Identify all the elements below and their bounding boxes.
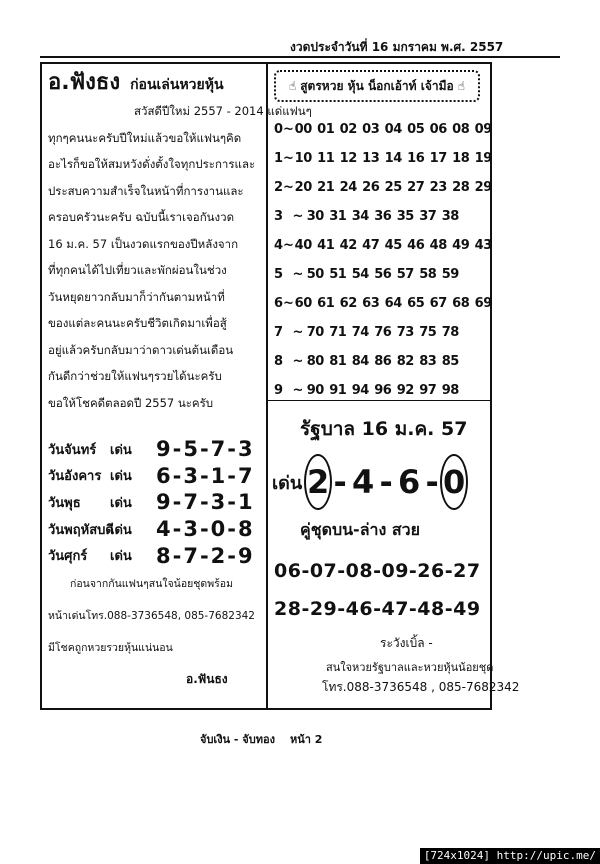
formula-number: 86 [374,354,392,369]
main-digit-circled: 2 [304,454,332,510]
digit-separator: - [425,463,439,501]
formula-number: 16 [407,151,425,166]
formula-numbers [294,151,493,166]
formula-number: 51 [329,267,347,282]
formula-number: 06 [429,122,447,137]
formula-number: 09 [474,122,492,137]
formula-number: 84 [351,354,369,369]
formula-number: 56 [374,267,392,282]
formula-number: 19 [474,151,492,166]
formula-table [274,115,492,405]
formula-digit: 8 [274,354,284,369]
intro-line: กันดีกว่าช่วยให้แฟนๆรวยได้นะครับ [48,369,222,383]
formula-number: 57 [396,267,414,282]
formula-number: 05 [407,122,425,137]
formula-row [274,202,484,231]
main-picks-label: เด่น [272,472,303,494]
intro-line: อยู่แล้วครับกลับมาว่าดาวเด่นต้นเดือน [48,342,234,357]
main-picks [272,450,492,514]
formula-number: 65 [407,296,425,311]
author-signature: อ.ฟันธง [186,672,228,686]
formula-digit: 1 [274,151,284,166]
formula-number: 25 [384,180,402,195]
formula-number: 46 [407,238,425,253]
foot-line: ก่อนจากกันแฟนๆสนใจน้อยชุดพร้อม [70,578,234,590]
intro-line: สวัสดีปีใหม่ 2557 - 2014 แด่แฟนๆ [134,104,312,118]
formula-number: 68 [452,296,470,311]
formula-number: 03 [362,122,380,137]
formula-number: 35 [396,209,414,224]
intro-line: อะไรก็ขอให้สมหวังดั่งตั้งใจทุกประการและ [48,157,256,171]
day-name: วันพุธ [48,495,81,511]
section-divider [268,400,490,401]
hand-icon: ☝ [457,79,466,93]
formula-number: 45 [384,238,402,253]
formula-number: 08 [452,122,470,137]
contact-note: สนใจหวยรัฐบาลและหวยหุ้นน้อยชุด [326,661,494,674]
digit-separator: - [379,463,393,501]
formula-number: 17 [429,151,447,166]
formula-number: 42 [339,238,357,253]
author-name: อ.ฟังธง [48,70,121,95]
day-name: วันจันทร์ [48,442,97,458]
formula-row [274,260,484,289]
formula-number: 69 [474,296,492,311]
intro-line: ครอบครัวนะครับ ฉบับนี้เราเจอกันงวด [48,210,235,224]
formula-number: 94 [351,383,369,398]
formula-numbers [306,354,484,369]
intro-line: ที่ทุกคนได้ไปเที่ยวและพักผ่อนในช่วง [48,263,227,277]
main-digit: 6 [398,463,421,501]
formula-digit: 6 [274,296,284,311]
formula-tilde: ~ [283,151,294,166]
formula-number: 73 [396,325,414,340]
formula-digit: 2 [274,180,284,195]
intro-line: ประสบความสำเร็จในหน้าที่การงานและ [48,183,244,198]
hand-icon: ☝ [288,79,297,93]
formula-number: 59 [441,267,459,282]
day-numbers: 4-3-0-8 [156,517,255,542]
formula-number: 14 [384,151,402,166]
pairs-title: คู่ชุดบน-ล่าง สวย [300,520,420,539]
day-play-label: เด่น [110,522,132,538]
formula-number: 29 [474,180,492,195]
formula-number: 20 [294,180,312,195]
formula-number: 97 [419,383,437,398]
formula-number: 98 [441,383,459,398]
formula-number: 74 [351,325,369,340]
formula-number: 13 [362,151,380,166]
top-rule [40,56,560,58]
formula-numbers [306,383,484,398]
formula-tilde: ~ [283,296,294,311]
column-tagline: ก่อนเล่นหวยหุ้น [130,77,224,93]
formula-number: 80 [306,354,324,369]
formula-number: 71 [329,325,347,340]
day-name: วันอังคาร [48,469,102,485]
footer-page-number: หน้า 2 [290,733,323,746]
formula-number: 28 [452,180,470,195]
issue-date: งวดประจำวันที่ 16 มกราคม พ.ศ. 2557 [290,40,504,54]
formula-number: 43 [474,238,492,253]
formula-row [274,318,484,347]
main-digit: 4 [352,463,375,501]
government-draw-title: รัฐบาล 16 ม.ค. 57 [300,418,468,440]
formula-number: 26 [362,180,380,195]
formula-number: 54 [351,267,369,282]
formula-number: 75 [419,325,437,340]
day-name: วันศุกร์ [48,549,88,565]
formula-digit: 7 [274,325,284,340]
day-play-label: เด่น [110,495,132,511]
formula-number: 30 [306,209,324,224]
formula-digit: 0 [274,122,284,137]
formula-number: 78 [441,325,459,340]
formula-tilde: ~ [283,180,294,195]
formula-number: 27 [407,180,425,195]
daily-picks [48,436,263,569]
formula-numbers [294,122,493,137]
formula-number: 82 [396,354,414,369]
formula-number: 01 [317,122,335,137]
intro-line: 16 ม.ค. 57 เป็นงวดแรกของปีหลังจาก [48,236,239,251]
formula-number: 48 [429,238,447,253]
formula-number: 63 [362,296,380,311]
formula-number: 91 [329,383,347,398]
formula-number: 67 [429,296,447,311]
formula-tilde: ~ [292,354,304,369]
formula-header [274,70,480,102]
formula-number: 60 [294,296,312,311]
day-play-label: เด่น [110,469,132,485]
left-footer-text [48,568,263,664]
formula-number: 85 [441,354,459,369]
beware-double: ระวังเบิ้ล - [380,636,433,650]
formula-number: 58 [419,267,437,282]
formula-digit: 3 [274,209,284,224]
formula-digit: 9 [274,383,284,398]
formula-number: 24 [339,180,357,195]
formula-tilde: ~ [292,209,304,224]
formula-tilde: ~ [292,267,304,282]
formula-number: 12 [339,151,357,166]
day-row-monday [48,436,263,463]
left-title [48,64,224,99]
day-row-tuesday [48,463,263,490]
formula-number: 04 [384,122,402,137]
formula-numbers [294,180,493,195]
formula-number: 36 [374,209,392,224]
formula-number: 18 [452,151,470,166]
day-row-wednesday [48,489,263,516]
day-numbers: 8-7-2-9 [156,543,255,568]
formula-number: 81 [329,354,347,369]
formula-tilde: ~ [283,122,294,137]
formula-numbers [306,209,484,224]
formula-tilde: ~ [283,238,294,253]
formula-row [274,347,484,376]
formula-number: 92 [396,383,414,398]
formula-number: 37 [419,209,437,224]
formula-row [274,231,492,260]
intro-line: ของแต่ละคนนะครับชีวิตเกิดมาเพื่อสู้ [48,316,227,330]
day-play-label: เด่น [110,442,132,458]
formula-digit: 4 [274,238,284,253]
formula-number: 31 [329,209,347,224]
formula-number: 61 [317,296,335,311]
formula-label: สูตรหวย หุ้น น็อกเอ้าท์ เจ้ามือ [300,78,454,93]
formula-number: 10 [294,151,312,166]
formula-numbers [294,238,493,253]
day-numbers: 6-3-1-7 [156,463,255,488]
formula-number: 49 [452,238,470,253]
formula-numbers [294,296,493,311]
formula-number: 21 [317,180,335,195]
upload-watermark: [724x1024] http://upic.me/ [420,848,600,864]
footer-magazine: จับเงิน - จับทอง [200,733,275,746]
day-numbers: 9-5-7-3 [156,437,255,462]
day-row-thursday [48,516,263,543]
formula-row [274,289,492,318]
formula-row [274,173,492,202]
formula-number: 64 [384,296,402,311]
day-row-friday [48,542,263,569]
formula-numbers [306,325,484,340]
intro-line: วันหยุดยาวกลับมาก็ว่ากันตามหน้าที่ [48,289,225,304]
formula-numbers [306,267,484,282]
formula-row [274,115,492,144]
formula-digit: 5 [274,267,284,282]
formula-number: 34 [351,209,369,224]
formula-number: 96 [374,383,392,398]
intro-line: ขอให้โชคดีตลอดปี 2557 นะครับ [48,395,214,410]
formula-tilde: ~ [292,325,304,340]
formula-number: 00 [294,122,312,137]
day-numbers: 9-7-3-1 [156,490,255,515]
formula-number: 62 [339,296,357,311]
formula-number: 70 [306,325,324,340]
main-digit-circled: 0 [440,454,468,510]
pairs-line: 28-29-46-47-48-49 [274,598,481,620]
formula-number: 76 [374,325,392,340]
foot-line: มีโชคถูกหวยรวยหุ้นแน่นอน [48,642,173,654]
formula-number: 50 [306,267,324,282]
formula-number: 23 [429,180,447,195]
digit-separator: - [333,463,347,501]
intro-line: ทุกๆคนนะครับปีใหม่แล้วขอให้แฟนๆคิด [48,130,242,145]
formula-number: 38 [441,209,459,224]
contact-phone: โทร.088-3736548 , 085-7682342 [322,680,520,694]
formula-number: 90 [306,383,324,398]
day-play-label: เด่น [110,549,132,565]
formula-number: 40 [294,238,312,253]
formula-number: 83 [419,354,437,369]
formula-number: 47 [362,238,380,253]
foot-line: หน้าเด่นโทร.088-3736548, 085-7682342 [48,610,255,622]
pairs-line: 06-07-08-09-26-27 [274,560,481,582]
formula-row [274,144,492,173]
formula-number: 41 [317,238,335,253]
day-name: วันพฤหัสบดี [48,522,114,538]
formula-tilde: ~ [292,383,304,398]
formula-number: 02 [339,122,357,137]
formula-number: 11 [317,151,335,166]
